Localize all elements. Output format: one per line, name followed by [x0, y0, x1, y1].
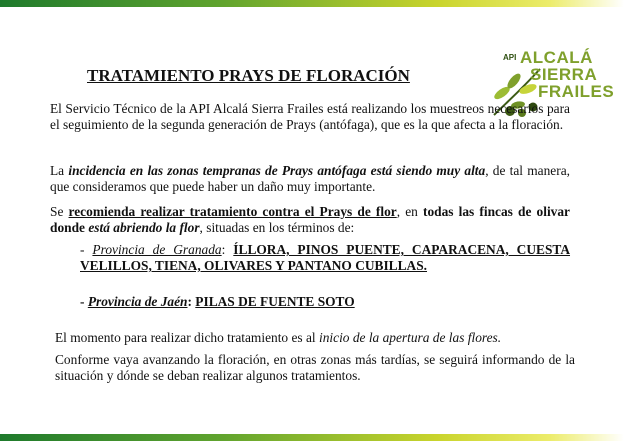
- paragraph-timing: [55, 330, 575, 346]
- top-gradient-band: [0, 0, 624, 7]
- logo-prefix: API: [503, 53, 517, 62]
- text-run: El momento para realizar dicho tratamiento es al: [55, 330, 319, 345]
- emphasis-incidence: incidencia en las zonas tempranas de Prays antófaga está siendo muy alta: [68, 163, 486, 178]
- paragraph-intro: El Servicio Técnico de la API Alcalá Sierra Frailes está realizando los muestreos necesarios para el seguimiento de la segunda generación de Prays (antófaga), que es la que afecta a la floración.: [50, 101, 570, 132]
- list-item-granada: [80, 242, 570, 274]
- page-title: TRATAMIENTO PRAYS DE FLORACIÓN: [87, 66, 410, 85]
- bottom-gradient-band: [0, 434, 624, 441]
- granada-municipalities: ÍLLORA, PINOS PUENTE, CAPARACENA, CUESTA VELILLOS, TIENA, OLIVARES Y PANTANO CUBILLAS.: [80, 242, 571, 273]
- paragraph-incidence: [50, 163, 570, 195]
- logo-word-alcala: ALCALÁ: [520, 48, 593, 67]
- jaen-municipalities: PILAS DE FUENTE SOTO: [195, 294, 355, 309]
- text-run: Se: [50, 204, 69, 219]
- province-granada: Provincia de Granada: [92, 242, 222, 257]
- emphasis-flor: está abriendo la flor: [88, 220, 200, 235]
- logo-word-frailes: FRAILES: [538, 82, 615, 101]
- text-run: :: [221, 242, 234, 257]
- text-run: :: [187, 294, 196, 309]
- text-run: La: [50, 163, 69, 178]
- list-item-jaen: [80, 294, 570, 310]
- text-run: , situadas en los términos de:: [199, 220, 355, 235]
- text-run: -: [80, 294, 88, 309]
- paragraph-recommendation: [50, 204, 570, 236]
- emphasis-fincas: todas las fincas de olivar donde: [50, 204, 571, 235]
- logo-word-sierra: SIERRA: [530, 65, 598, 84]
- text-run: , de tal manera, que consideramos que puede haber un daño muy importante.: [50, 163, 570, 194]
- paragraph-followup: Conforme vaya avanzando la floración, en otras zonas más tardías, se seguirá informando de la situación y dónde se deban realizar algunos tratamientos.: [55, 352, 575, 383]
- emphasis-recommendation: recomienda realizar tratamiento contra el Prays de flor: [68, 204, 397, 219]
- province-jaen: Provincia de Jaén: [87, 294, 188, 309]
- text-run: , en: [396, 204, 423, 219]
- emphasis-timing: inicio de la apertura de las flores.: [318, 330, 502, 345]
- text-run: -: [80, 242, 93, 257]
